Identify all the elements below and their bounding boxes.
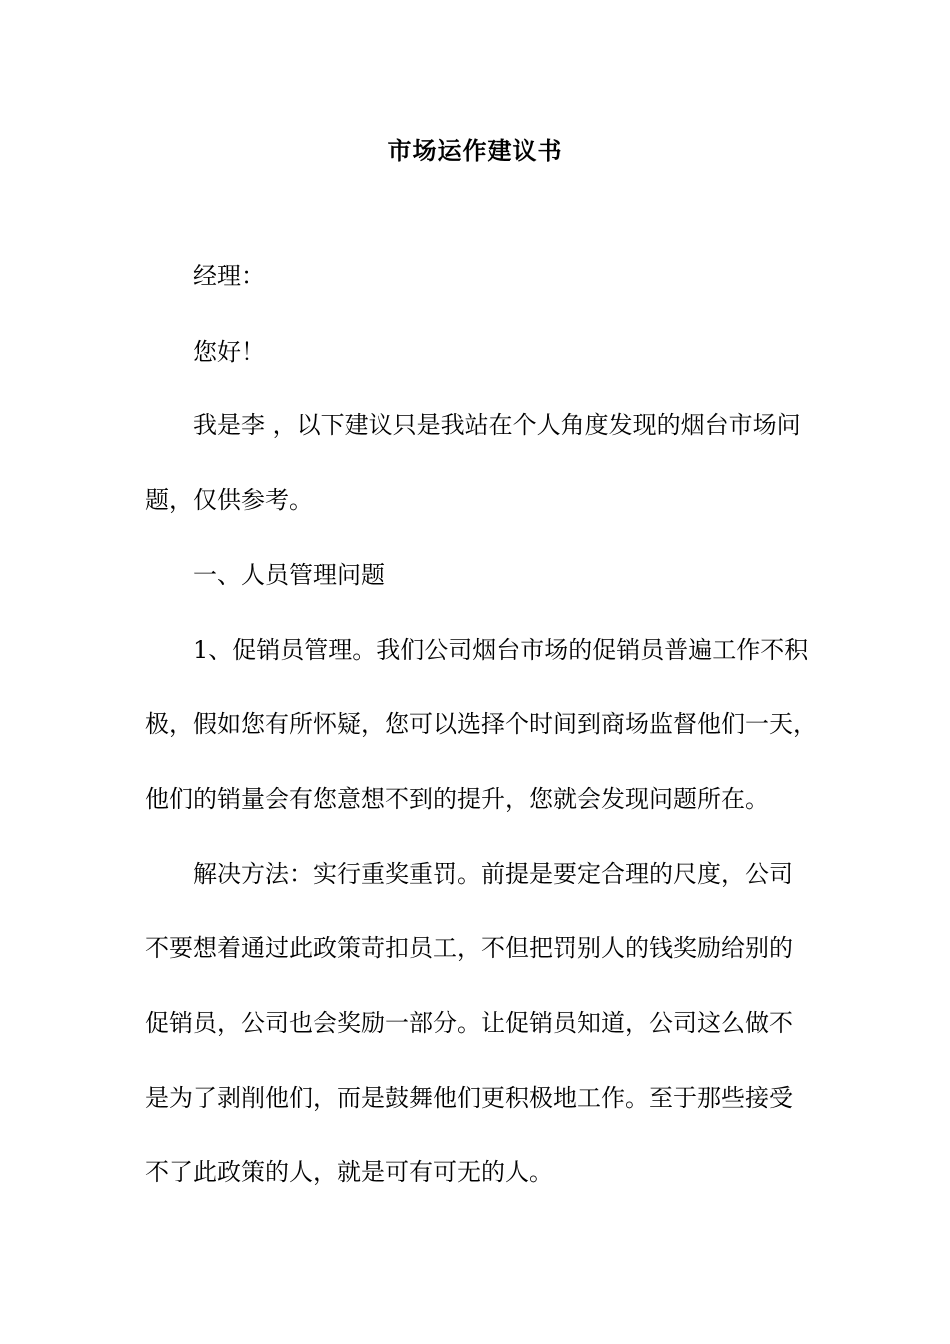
paragraph-2-line-5: 不了此政策的人，就是可有可无的人。 bbox=[145, 1158, 553, 1186]
paragraph-1-line-3: 他们的销量会有您意想不到的提升，您就会发现问题所在。 bbox=[145, 785, 769, 813]
paragraph-2-line-1: 解决方法：实行重奖重罚。前提是要定合理的尺度，公司 bbox=[193, 860, 793, 888]
paragraph-intro-line-2: 题，仅供参考。 bbox=[145, 486, 313, 514]
paragraph-1-line-2: 极，假如您有所怀疑，您可以选择个时间到商场监督他们一天， bbox=[145, 710, 817, 738]
paragraph-1-line-1: 1、促销员管理。我们公司烟台市场的促销员普遍工作不积 bbox=[193, 636, 809, 664]
salutation: 经理： bbox=[193, 262, 265, 290]
paragraph-2-line-4: 是为了剥削他们，而是鼓舞他们更积极地工作。至于那些接受 bbox=[145, 1084, 793, 1112]
paragraph-2-line-2: 不要想着通过此政策苛扣员工，不但把罚别人的钱奖励给别的 bbox=[145, 934, 793, 962]
paragraph-intro-line-1: 我是李 ，以下建议只是我站在个人角度发现的烟台市场问 bbox=[193, 411, 801, 439]
section-heading: 一、人员管理问题 bbox=[193, 561, 385, 589]
greeting: 您好！ bbox=[193, 338, 265, 366]
document-title: 市场运作建议书 bbox=[387, 136, 563, 165]
paragraph-2-line-3: 促销员，公司也会奖励一部分。让促销员知道，公司这么做不 bbox=[145, 1009, 793, 1037]
